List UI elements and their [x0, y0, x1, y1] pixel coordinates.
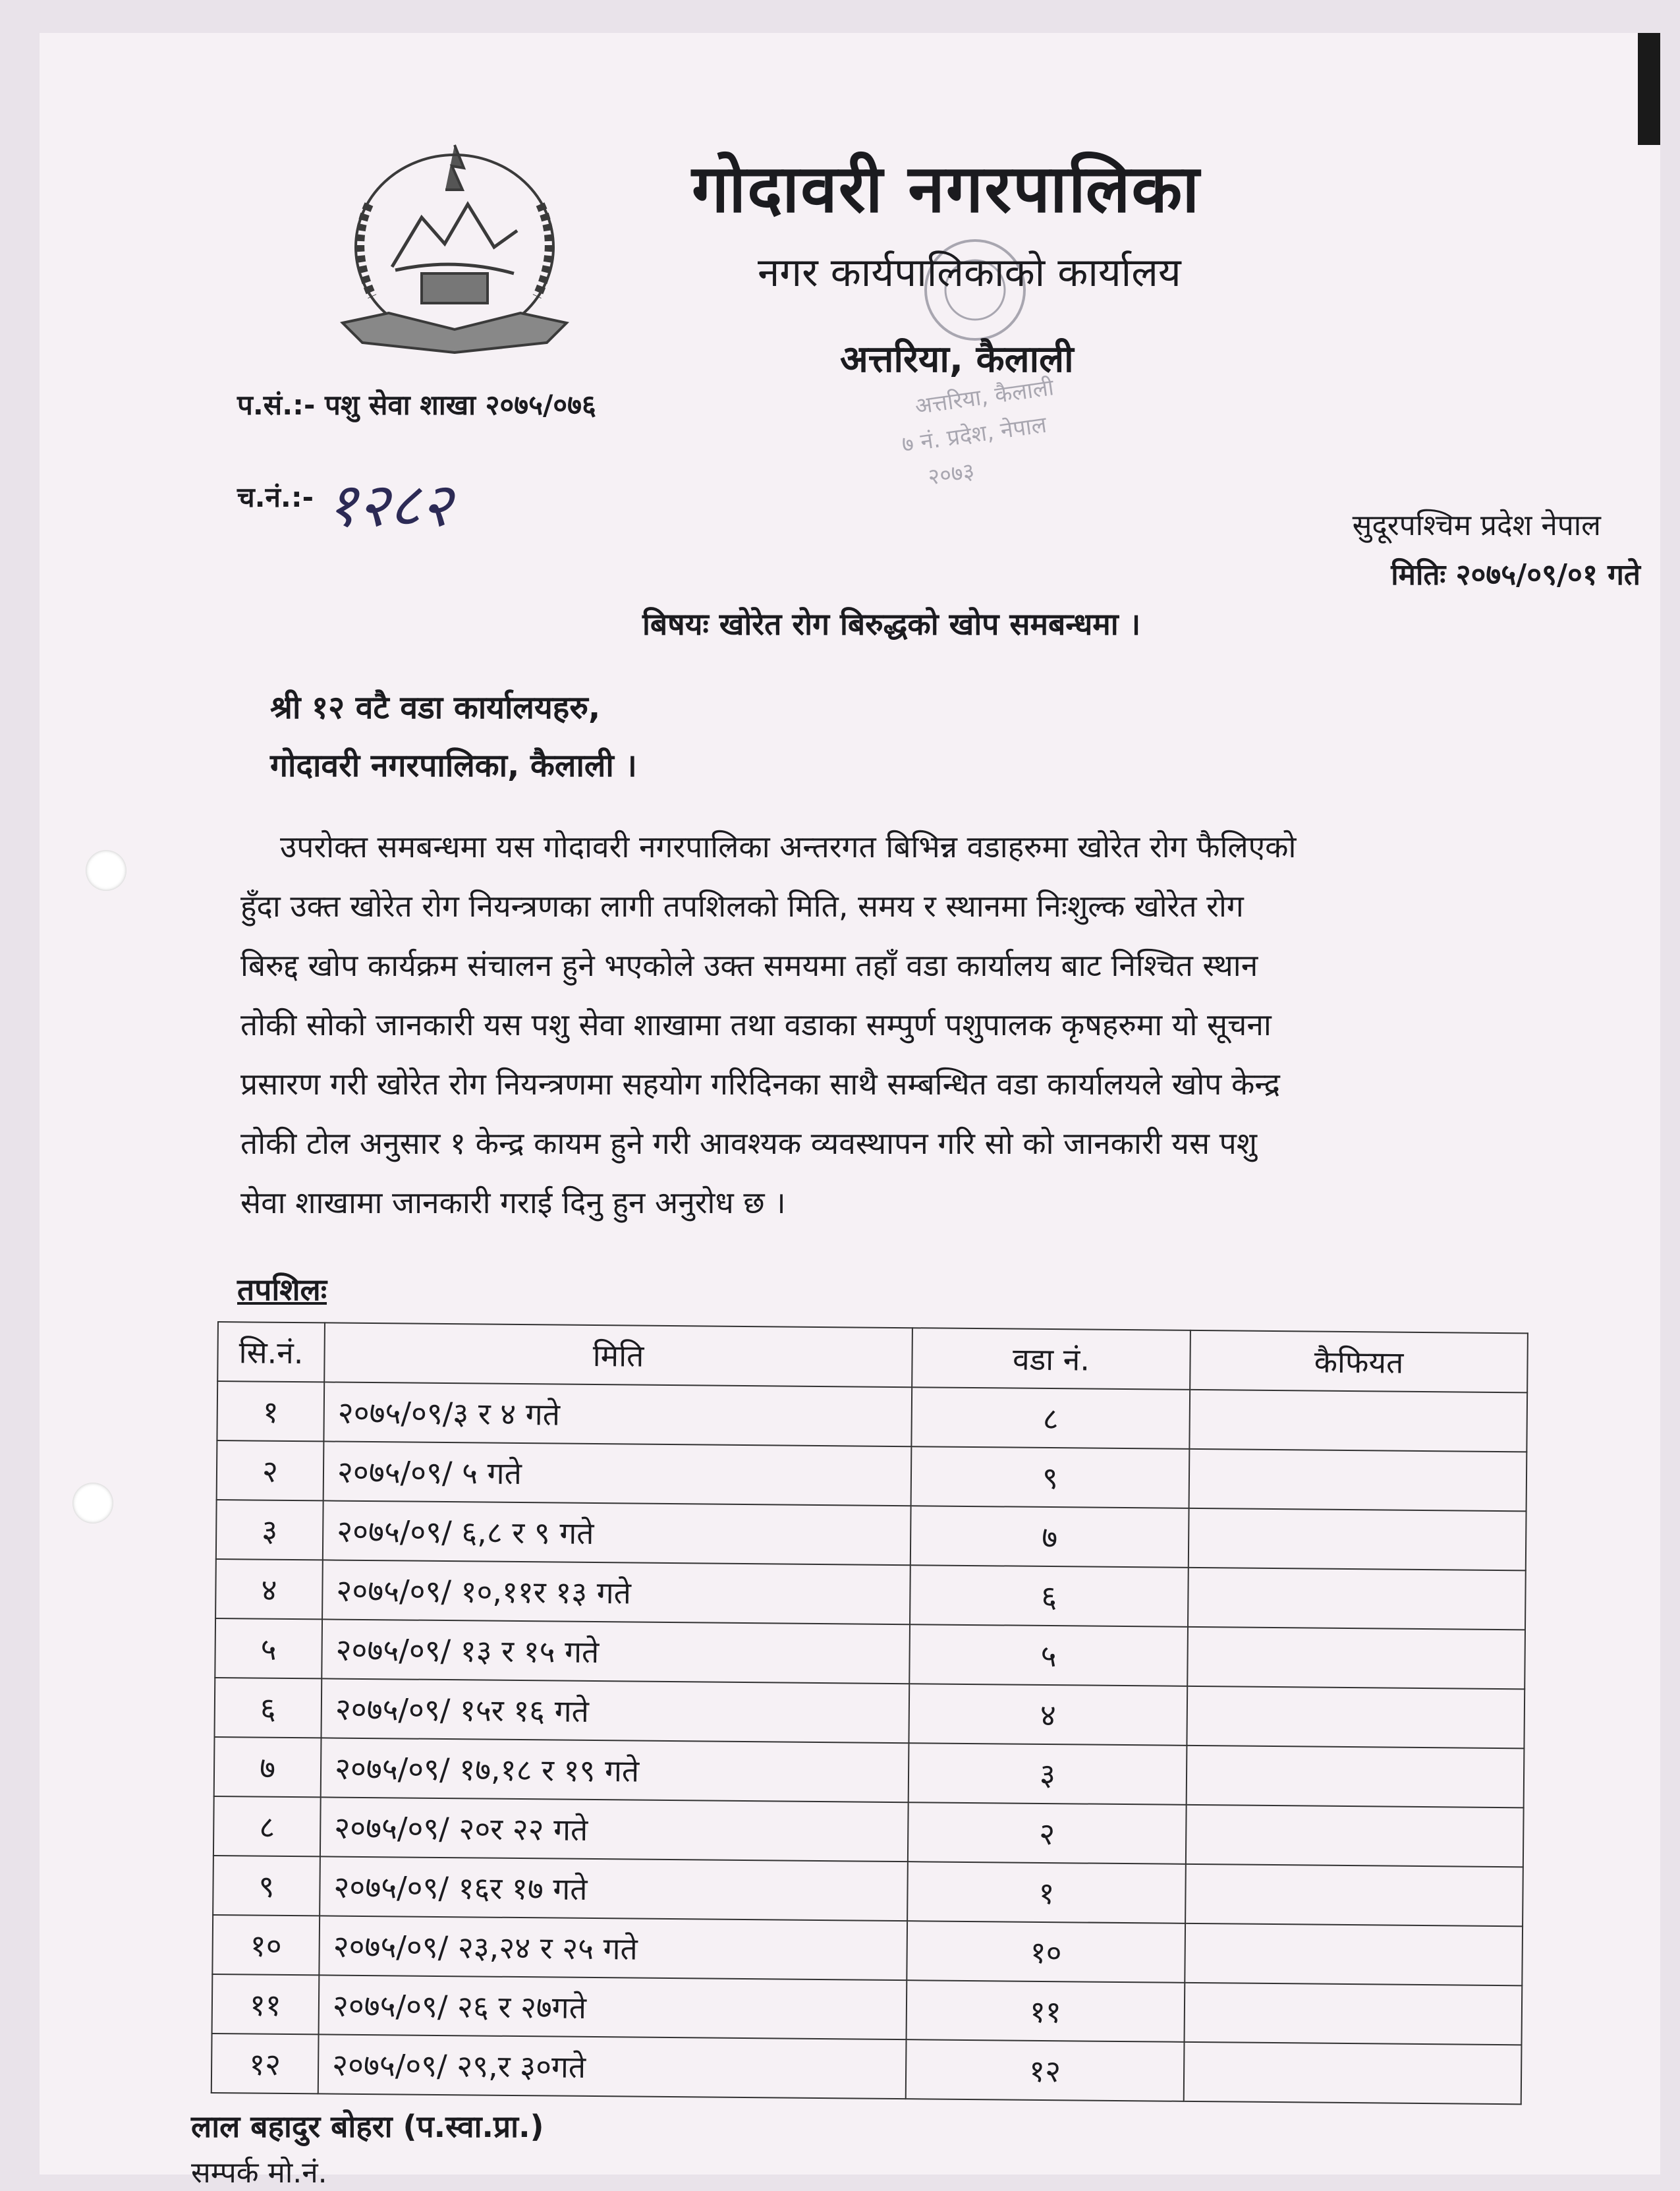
table-row: [213, 1856, 1523, 1926]
cell-remark: [1189, 1390, 1527, 1452]
table-row: [211, 2034, 1522, 2104]
province-line: सुदूरपश्चिम प्रदेश नेपाल: [1352, 509, 1601, 542]
schedule-table: [211, 1321, 1528, 2105]
cell-date: २०७५/०९/ १०,११र १३ गते: [322, 1560, 910, 1624]
table-row: [217, 1440, 1527, 1511]
cell-remark: [1184, 2042, 1522, 2104]
nepal-emblem-icon: [323, 132, 586, 369]
table-row: [215, 1618, 1525, 1689]
cell-serial: १: [217, 1381, 324, 1441]
office-subtitle: नगर कार्यपालिकाको कार्यालय: [758, 250, 1181, 296]
table-row: [212, 1974, 1523, 2045]
cell-ward: ८: [911, 1387, 1190, 1449]
body-line: तोकी टोल अनुसार १ केन्द्र कायम हुने गरी आवश्यक व्यवस्थापन गरि सो को जानकारी यस पशु: [240, 1125, 1258, 1161]
table-row: [216, 1500, 1526, 1570]
punch-hole-bottom: [72, 1483, 113, 1523]
col-ward: वडा नं.: [912, 1328, 1190, 1390]
cell-ward: ६: [910, 1565, 1189, 1627]
cell-serial: ८: [213, 1796, 321, 1856]
body-line: तोकी सोको जानकारी यस पशु सेवा शाखामा तथा वडाका सम्पुर्ण पशुपालक कृषहरुमा यो सूचना: [240, 1007, 1272, 1042]
cell-date: २०७५/०९/ १३ र १५ गते: [322, 1619, 910, 1684]
cell-remark: [1187, 1686, 1525, 1748]
table-header-row: [217, 1322, 1528, 1392]
letter-date: मितिः २०७५/०९/०१ गते: [1391, 558, 1640, 592]
cell-remark: [1189, 1449, 1527, 1511]
col-remark: कैफियत: [1190, 1330, 1528, 1392]
table-row: [214, 1737, 1525, 1807]
cell-date: २०७५/०९/ २०र २२ गते: [320, 1797, 909, 1862]
cell-serial: १२: [211, 2034, 319, 2093]
cell-ward: १: [907, 1862, 1186, 1923]
cell-date: २०७५/०९/ २६ र २७गते: [319, 1975, 907, 2039]
cell-ward: ३: [909, 1743, 1187, 1805]
col-date: मिति: [324, 1323, 912, 1387]
body-line: प्रसारण गरी खोरेत रोग नियन्त्रणमा सहयोग गरिदिनका साथै सम्बन्धित वडा कार्यालयले खोप केन्द्र: [240, 1066, 1280, 1102]
cell-remark: [1187, 1746, 1525, 1807]
cell-ward: ९: [911, 1446, 1190, 1508]
body-line: उपरोक्त समबन्धमा यस गोदावरी नगरपालिका अन्तरगत बिभिन्न वडाहरुमा खोरेत रोग फैलिएको: [280, 829, 1297, 865]
cell-date: २०७५/०९/ १६र १७ गते: [320, 1856, 908, 1921]
cell-remark: [1186, 1805, 1524, 1867]
signatory-name: लाल बहादुर बोहरा (प.स्वा.प्रा.): [191, 2109, 544, 2144]
col-serial: सि.नं.: [217, 1322, 325, 1382]
reference-number: प.सं.:- पशु सेवा शाखा २०७५/०७६: [237, 389, 596, 421]
cell-remark: [1189, 1508, 1526, 1570]
cell-date: २०७५/०९/ ६,८ र ९ गते: [323, 1500, 911, 1565]
cell-serial: ६: [214, 1678, 322, 1738]
table-row: [213, 1796, 1524, 1867]
stamp-line-3: २०७३: [926, 458, 976, 491]
dispatch-number-handwritten: १२८२: [326, 470, 453, 540]
cell-ward: ५: [909, 1624, 1188, 1686]
dispatch-label: च.नं.:-: [237, 481, 314, 513]
cell-serial: १०: [212, 1915, 320, 1975]
cell-ward: १०: [907, 1921, 1185, 1983]
signatory-contact: सम्पर्क मो.नं.: [191, 2156, 327, 2190]
cell-ward: २: [908, 1802, 1187, 1864]
schedule-heading: तपशिलः: [237, 1272, 327, 1307]
cell-serial: ९: [213, 1856, 320, 1916]
scan-edge: [1638, 33, 1660, 145]
body-line: हुँदा उक्त खोरेत रोग नियन्त्रणका लागी तपशिलको मिति, समय र स्थानमा निःशुल्क खोरेत रोग: [240, 888, 1244, 924]
cell-date: २०७५/०९/ १७,१८ र १९ गते: [321, 1738, 909, 1802]
office-location: अत्तरिया, कैलाली: [840, 338, 1074, 381]
letter-body: [240, 817, 1611, 1232]
cell-date: २०७५/०९/ २९,र ३०गते: [318, 2034, 907, 2099]
addressee-line-2: गोदावरी नगरपालिका, कैलाली ।: [270, 747, 637, 784]
table-row: [212, 1915, 1523, 1985]
cell-remark: [1187, 1627, 1525, 1689]
cell-serial: ७: [214, 1737, 322, 1797]
cell-ward: ११: [907, 1980, 1185, 2042]
cell-date: २०७५/०९/ १५र १६ गते: [321, 1678, 909, 1743]
table-row: [217, 1381, 1527, 1452]
cell-remark: [1185, 1923, 1523, 1985]
cell-date: २०७५/०९/ २३,२४ र २५ गते: [319, 1916, 907, 1980]
cell-date: २०७५/०९/३ र ४ गते: [323, 1382, 912, 1446]
cell-serial: ५: [215, 1618, 322, 1678]
body-line: सेवा शाखामा जानकारी गराई दिनु हुन अनुरोध छ ।: [240, 1185, 786, 1220]
punch-hole-top: [86, 850, 126, 891]
cell-serial: ११: [212, 1974, 320, 2034]
cell-serial: २: [217, 1440, 324, 1500]
cell-remark: [1188, 1568, 1526, 1630]
letter-subject: बिषयः खोरेत रोग बिरुद्धको खोप समबन्धमा ।: [642, 606, 1141, 642]
stamp-line-2: ७ नं. प्रदेश, नेपाल: [900, 411, 1049, 459]
cell-serial: ४: [215, 1559, 323, 1619]
cell-remark: [1185, 1864, 1523, 1926]
cell-serial: ३: [216, 1500, 323, 1560]
body-line: बिरुद्द खोप कार्यक्रम संचालन हुने भएकोले उक्त समयमा तहाँ वडा कार्यालय बाट निश्चित स्थान: [240, 948, 1258, 983]
cell-ward: ७: [910, 1506, 1189, 1568]
cell-ward: १२: [906, 2039, 1185, 2101]
addressee-line-1: श्री १२ वटै वडा कार्यालयहरु,: [270, 689, 601, 726]
cell-date: २०७५/०९/ ५ गते: [323, 1441, 912, 1506]
stamp-line-1: अत्तरिया, कैलाली: [913, 374, 1055, 420]
cell-ward: ४: [909, 1684, 1187, 1746]
office-title: गोदावरी नगरपालिका: [692, 150, 1201, 227]
table-row: [215, 1559, 1526, 1630]
table-row: [214, 1678, 1525, 1748]
cell-remark: [1185, 1983, 1523, 2045]
